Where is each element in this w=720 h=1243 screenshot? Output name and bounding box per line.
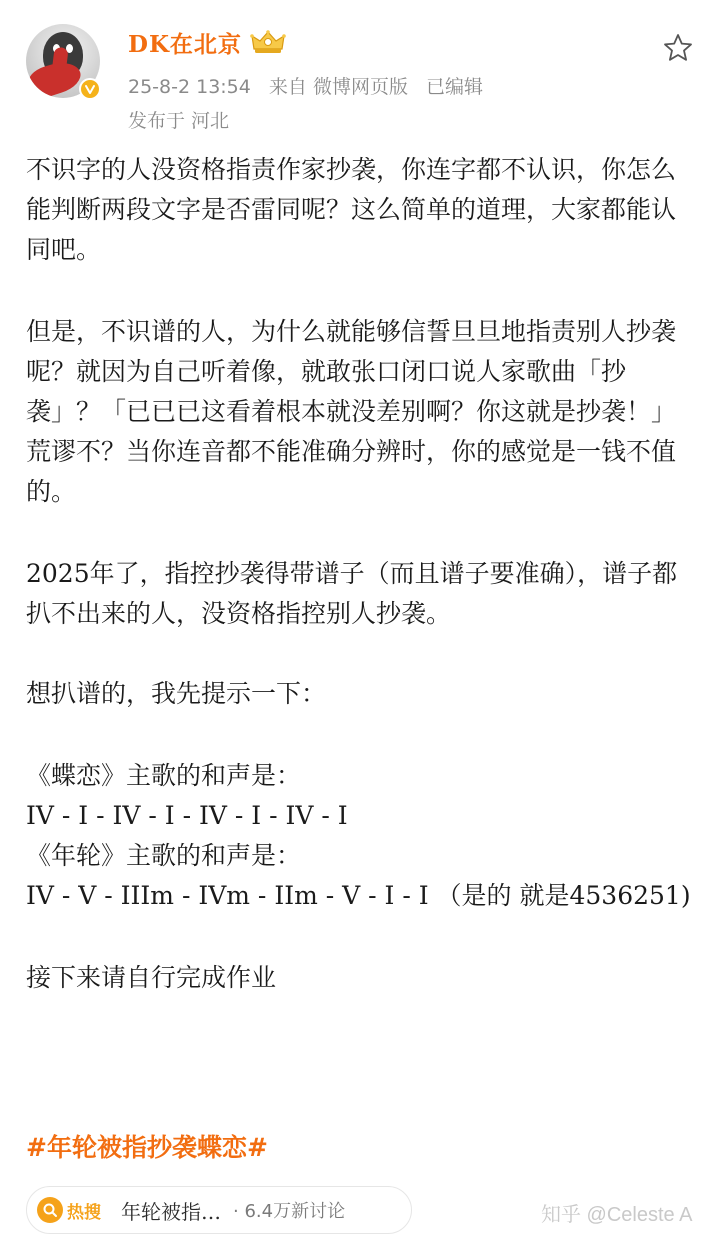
post-paragraph: 想扒谱的，我先提示一下： xyxy=(26,679,327,708)
hot-search-count: · 6.4万新讨论 xyxy=(233,1201,346,1222)
post-meta xyxy=(128,72,483,99)
star-outline-icon xyxy=(662,32,694,64)
hot-search-badge xyxy=(37,1195,113,1225)
chord-line-nianlun: IV - V - IIIm - IVm - IIm - V - I - I （是的 就是4536251) xyxy=(26,881,691,910)
crown-level-icon xyxy=(250,29,286,55)
post-location: 发布于 河北 xyxy=(128,110,230,132)
post-source: 来自 微博网页版 xyxy=(268,76,408,98)
watermark: 知乎 @Celeste A xyxy=(541,1204,693,1226)
hot-search-flame-icon xyxy=(37,1197,63,1223)
favorite-button[interactable] xyxy=(660,30,696,66)
username[interactable]: DK在北京 xyxy=(128,30,242,58)
chord-progressions xyxy=(26,756,696,916)
hot-search-topic: 年轮被指… xyxy=(121,1199,221,1224)
hot-search-pill[interactable] xyxy=(26,1186,412,1234)
chord-heading-dielian: 《蝶恋》主歌的和声是： xyxy=(26,761,302,790)
post-header xyxy=(0,0,720,140)
post-paragraph: 2025年了，指控抄袭得带谱子（而且谱子要准确），谱子都扒不出来的人，没资格指控别人抄袭。 xyxy=(26,559,678,628)
post-edited-label[interactable]: 已编辑 xyxy=(426,76,484,98)
post-paragraph: 不识字的人没资格指责作家抄袭，你连字都不认识，你怎么能判断两段文字是否雷同呢？这么简单的道理，大家都能认同吧。 xyxy=(26,155,677,264)
post-body xyxy=(26,150,696,998)
chord-heading-nianlun: 《年轮》主歌的和声是： xyxy=(26,841,302,870)
post-timestamp: 25-8-2 13:54 xyxy=(128,76,251,98)
username-row xyxy=(128,26,286,58)
hot-search-label: 热搜 xyxy=(67,1202,101,1223)
hashtag-link[interactable]: #年轮被指抄袭蝶恋# xyxy=(26,1133,268,1162)
vip-badge-icon xyxy=(79,78,101,100)
chord-line-dielian: IV - I - IV - I - IV - I - IV - I xyxy=(26,801,348,830)
post-paragraph: 但是，不识谱的人，为什么就能够信誓旦旦地指责别人抄袭呢？就因为自己听着像，就敢张口闭口说人家歌曲「抄袭」？「已已已这看着根本就没差别啊？你这就是抄袭！」荒谬不？当你连音都不能准确分辨时，你的感觉是一钱不值的。 xyxy=(26,317,677,506)
post-paragraph: 接下来请自行完成作业 xyxy=(26,963,277,992)
